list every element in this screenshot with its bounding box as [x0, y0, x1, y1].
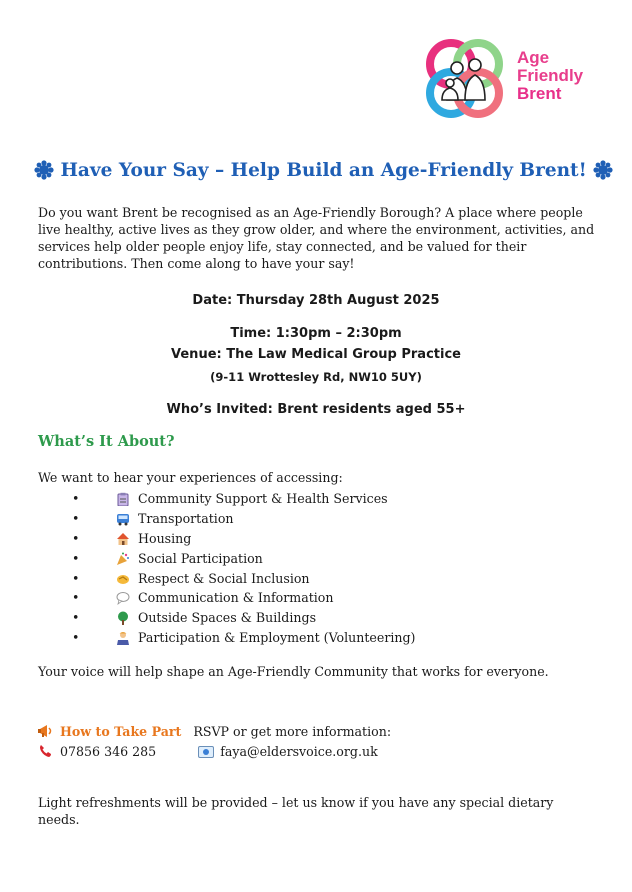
event-date: Date: Thursday 28th August 2025	[192, 293, 440, 308]
bullet: •	[72, 491, 80, 506]
section-heading-about: What’s It About?	[38, 433, 175, 450]
take-part-heading: How to Take Part	[60, 724, 182, 739]
event-invited: Who’s Invited: Brent residents aged 55+	[166, 402, 466, 417]
topic-label: Participation & Employment (Volunteering)	[138, 630, 416, 646]
contact-row	[38, 744, 378, 761]
burst-icon	[593, 160, 613, 185]
burst-icon	[34, 160, 54, 185]
event-venue: Venue: The Law Medical Group Practice	[171, 347, 461, 362]
speech-bubble-icon	[116, 591, 130, 605]
party-popper-icon	[116, 552, 130, 566]
bullet: •	[72, 590, 80, 606]
about-lead-text: We want to hear your experiences of accessing:	[38, 470, 343, 485]
handshake-icon	[116, 572, 130, 586]
logo-line-age: Age	[517, 48, 550, 67]
age-friendly-brent-logo	[423, 38, 603, 122]
bullet: •	[72, 630, 80, 646]
phone-number[interactable]: 07856 346 285	[60, 744, 157, 759]
clipboard-icon	[116, 492, 130, 506]
logo-line-brent: Brent	[517, 84, 562, 103]
bullet: •	[72, 550, 80, 566]
page-title	[34, 160, 604, 185]
bullet: •	[72, 570, 80, 586]
topic-label: Social Participation	[138, 550, 263, 566]
closing-text: Your voice will help shape an Age-Friendly Community that works for everyone.	[38, 664, 549, 679]
topic-label: Housing	[138, 530, 192, 546]
email-address[interactable]: faya@eldersvoice.org.uk	[220, 744, 378, 759]
bullet: •	[72, 510, 80, 526]
logo-line-friendly: Friendly	[517, 66, 584, 85]
topic-label: Community Support & Health Services	[138, 491, 388, 506]
rsvp-heading-row	[38, 724, 391, 741]
topic-label: Outside Spaces & Buildings	[138, 610, 317, 626]
topic-label: Transportation	[138, 510, 234, 526]
event-address: (9-11 Wrottesley Rd, NW10 5UY)	[210, 370, 422, 384]
bus-icon	[116, 512, 130, 526]
logo-rings-icon	[423, 38, 513, 122]
topic-label: Communication & Information	[138, 590, 334, 606]
tree-icon	[116, 611, 130, 625]
bullet: •	[72, 530, 80, 546]
footer-note: Light refreshments will be provided – let us know if you have any special dietary needs.	[38, 795, 554, 827]
rsvp-text: RSVP or get more information:	[193, 724, 392, 739]
phone-icon	[38, 744, 54, 761]
logo-wordmark	[517, 49, 583, 103]
email-icon	[198, 746, 214, 761]
page-title-text: Have Your Say – Help Build an Age-Friendly Brent!	[60, 160, 587, 181]
megaphone-icon	[38, 724, 54, 741]
bullet: •	[72, 610, 80, 626]
topic-label: Respect & Social Inclusion	[138, 570, 310, 586]
worker-icon	[116, 631, 130, 645]
event-time: Time: 1:30pm – 2:30pm	[230, 326, 402, 341]
house-icon	[116, 532, 130, 546]
intro-paragraph: Do you want Brent be recognised as an Age-Friendly Borough? A place where people live healthy, active lives as they grow older, and where the environment, activities, and services help older people enjoy life, stay connected, and be valued for their contributions. Then come along to have your say!	[38, 205, 595, 271]
